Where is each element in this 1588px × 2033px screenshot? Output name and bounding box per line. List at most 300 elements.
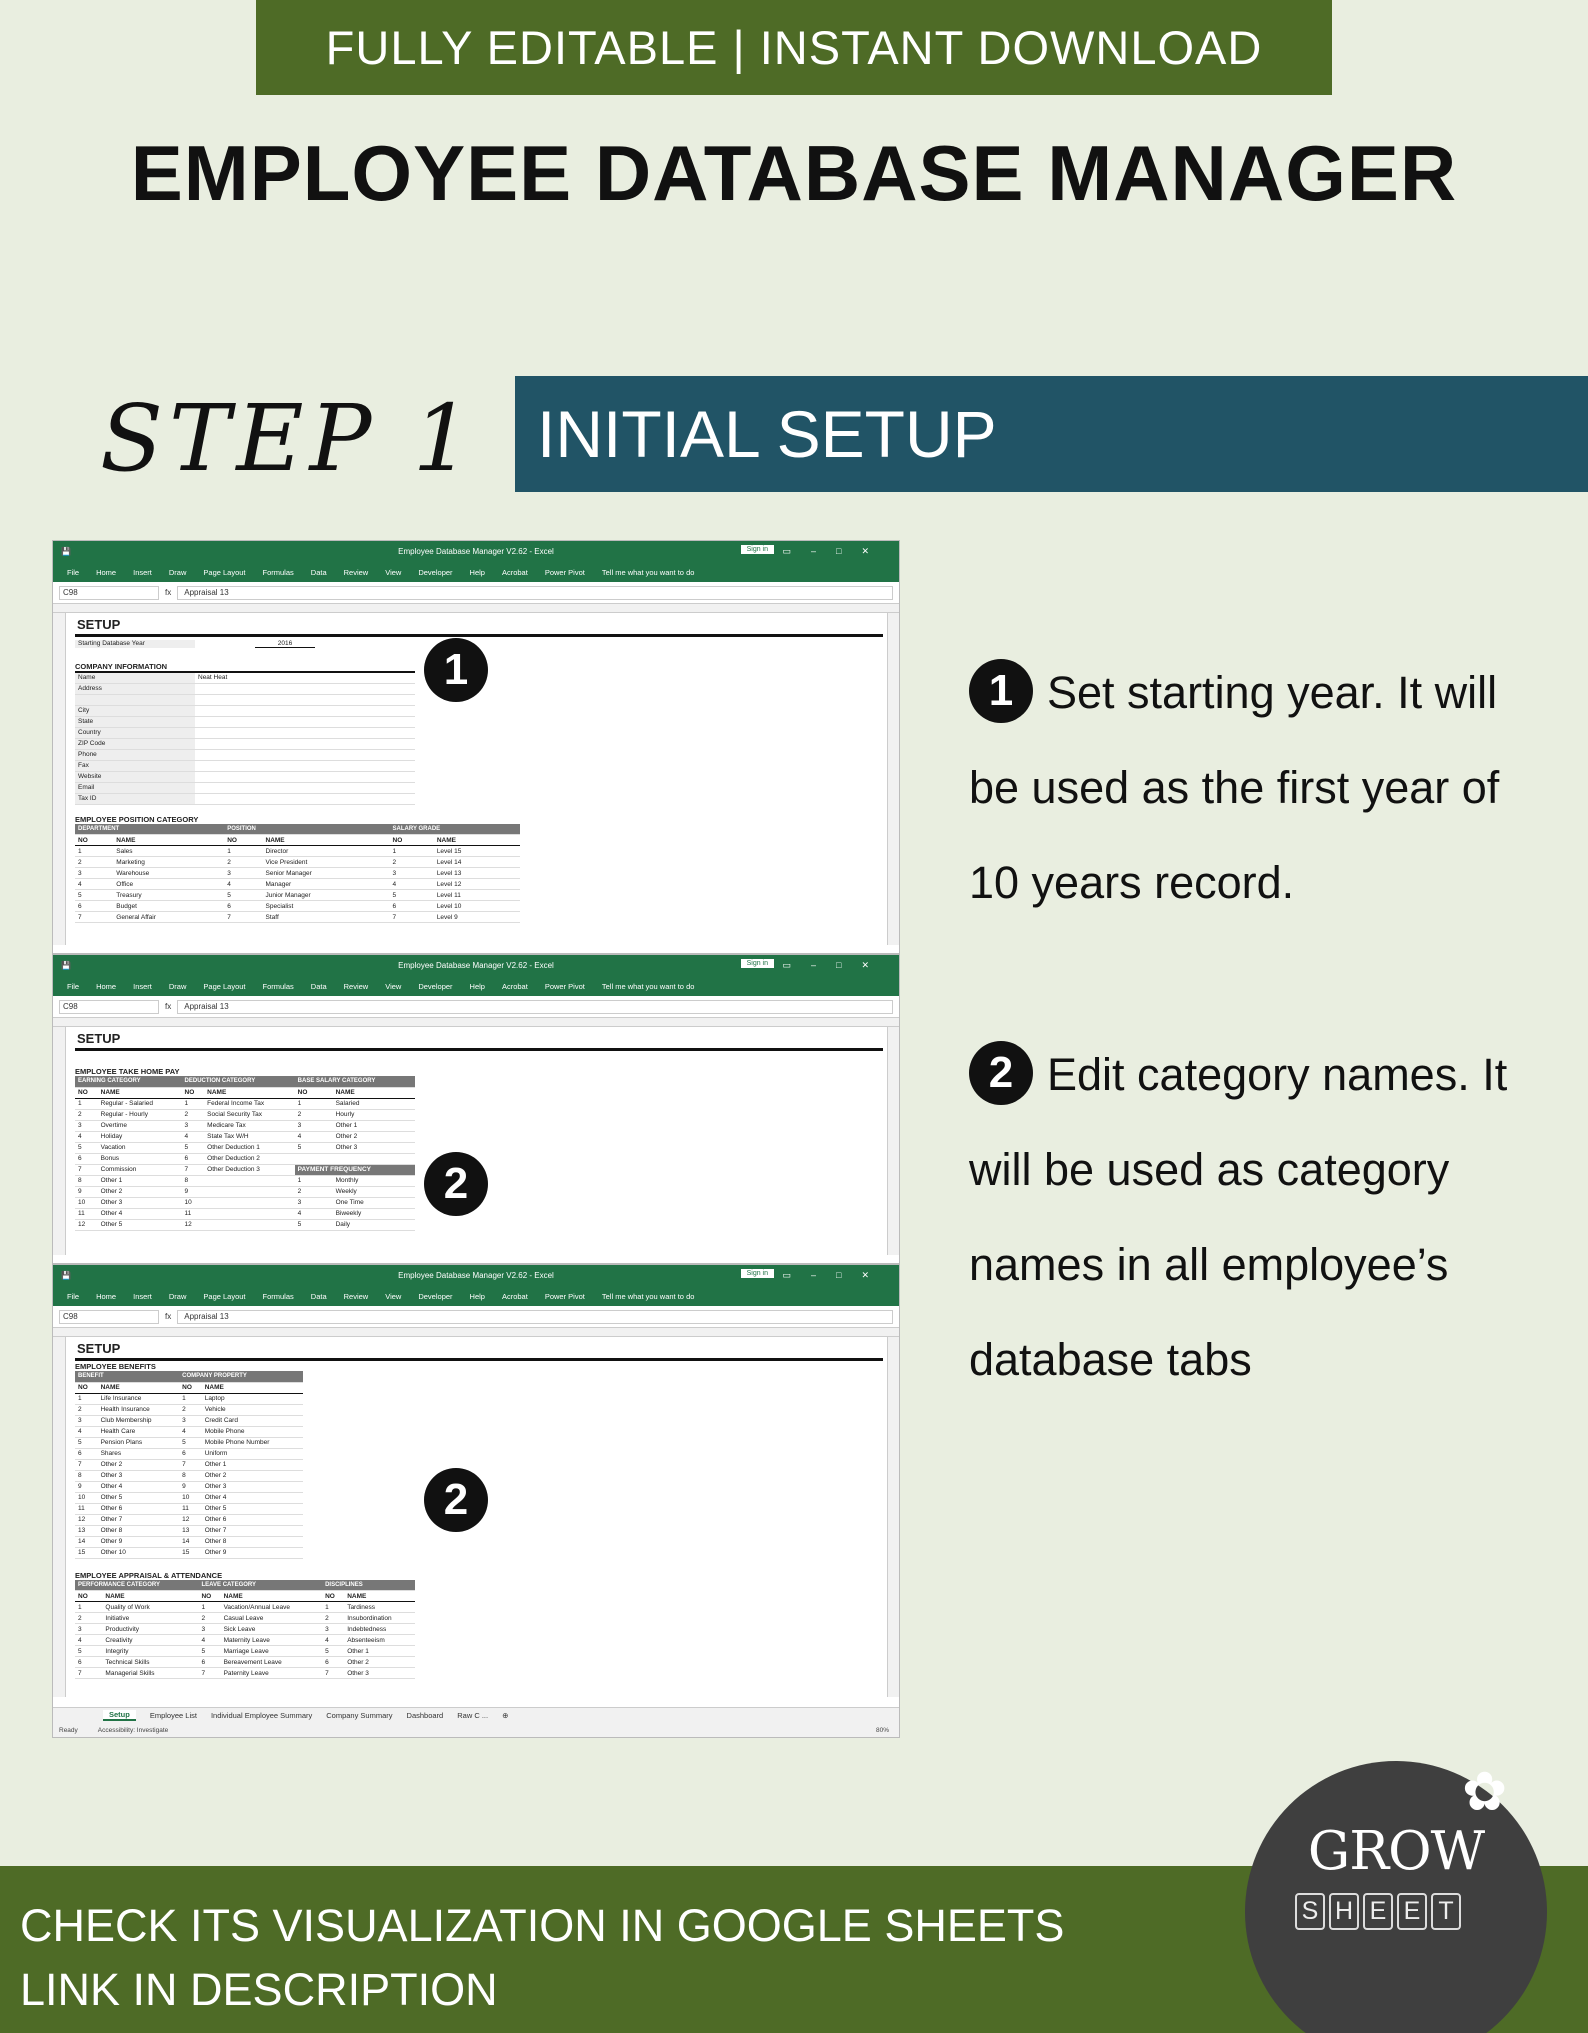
ribbon-tab-data[interactable]: Data	[310, 1291, 327, 1301]
step-number-badge: 2	[969, 1041, 1033, 1105]
category-name-cell[interactable]: Level 15	[434, 846, 520, 857]
category-name-cell[interactable]: Initiative	[102, 1613, 198, 1624]
window-controls[interactable]: ▭–□✕	[782, 960, 889, 970]
sheet-tab-company-summary[interactable]: Company Summary	[326, 1711, 393, 1720]
category-name-cell[interactable]: Marketing	[113, 857, 224, 868]
number-cell: 15	[75, 1547, 98, 1558]
field-input[interactable]	[195, 782, 415, 793]
column-header: LEAVE CATEGORY	[198, 1580, 322, 1591]
excel-screenshot-1	[52, 540, 900, 954]
category-name-cell[interactable]: One Time	[333, 1197, 415, 1208]
category-name-cell[interactable]: Bonus	[98, 1153, 182, 1164]
category-name-cell[interactable]: Other 3	[344, 1668, 415, 1679]
formula-bar	[53, 582, 899, 604]
category-name-cell[interactable]: Mobile Phone Number	[202, 1437, 303, 1448]
number-cell: 5	[295, 1142, 333, 1153]
ribbon-tab-review[interactable]: Review	[343, 981, 369, 991]
appraisal-heading: EMPLOYEE APPRAISAL & ATTENDANCE	[75, 1570, 223, 1580]
start-year-row	[75, 640, 885, 648]
start-year-label: Starting Database Year	[75, 640, 195, 648]
number-cell: 2	[179, 1404, 202, 1415]
number-cell: 13	[75, 1525, 98, 1536]
category-name-cell[interactable]: Regular - Hourly	[98, 1109, 182, 1120]
category-name-cell[interactable]: Daily	[333, 1219, 415, 1230]
category-name-cell[interactable]: Level 9	[434, 912, 520, 923]
ribbon-tab-acrobat[interactable]: Acrobat	[501, 1291, 528, 1301]
category-name-cell[interactable]: Other 1	[98, 1175, 182, 1186]
add-sheet-icon[interactable]: ⊕	[502, 1711, 509, 1720]
category-name-cell[interactable]: Level 11	[434, 890, 520, 901]
column-header: EARNING CATEGORY	[75, 1076, 182, 1087]
number-cell: 2	[75, 1109, 98, 1120]
name-header: NAME	[344, 1591, 415, 1602]
category-name-cell[interactable]: Other 8	[98, 1525, 180, 1536]
category-name-cell[interactable]: Other 2	[333, 1131, 415, 1142]
ribbon-tab-view[interactable]: View	[385, 1291, 402, 1301]
column-header: BASE SALARY CATEGORY	[295, 1076, 415, 1087]
category-name-cell[interactable]: Indebtedness	[344, 1624, 415, 1635]
formula-input[interactable]: Appraisal 13	[177, 1000, 893, 1014]
category-name-cell[interactable]: Shares	[98, 1448, 180, 1459]
number-cell: 7	[179, 1459, 202, 1470]
number-cell: 7	[224, 912, 262, 923]
number-cell: 3	[198, 1624, 220, 1635]
ribbon-tab-home[interactable]: Home	[96, 981, 117, 991]
ribbon-tab-draw[interactable]: Draw	[168, 567, 187, 577]
category-name-cell[interactable]: Other 4	[202, 1492, 303, 1503]
company-name-input[interactable]: Neat Heat	[195, 672, 415, 683]
category-name-cell[interactable]: Other 3	[202, 1481, 303, 1492]
category-name-cell[interactable]: Other 7	[202, 1525, 303, 1536]
sheet-tab-individual-summary[interactable]: Individual Employee Summary	[210, 1711, 313, 1720]
category-name-cell[interactable]: Salaried	[333, 1098, 415, 1109]
category-name-cell[interactable]: Regular - Salaried	[98, 1098, 182, 1109]
number-cell: 7	[322, 1668, 344, 1679]
flower-icon: ✿	[1462, 1762, 1508, 1822]
ribbon-tab-insert[interactable]: Insert	[133, 1291, 152, 1301]
category-name-cell[interactable]: Vacation	[98, 1142, 182, 1153]
vertical-scrollbar[interactable]	[887, 1337, 899, 1697]
category-name-cell[interactable]: Other 1	[344, 1646, 415, 1657]
number-cell: 1	[322, 1602, 344, 1613]
table-row	[75, 890, 520, 901]
ribbon-tab-developer[interactable]: Developer	[418, 1291, 453, 1301]
category-name-cell[interactable]: Other 7	[98, 1514, 180, 1525]
category-name-cell[interactable]: Quality of Work	[102, 1602, 198, 1613]
table-row	[75, 846, 520, 857]
number-cell: 9	[182, 1186, 205, 1197]
category-name-cell[interactable]: Other 1	[333, 1120, 415, 1131]
ribbon-tab-home[interactable]: Home	[96, 567, 117, 577]
sheet-tab-raw[interactable]: Raw C ...	[457, 1711, 489, 1720]
ribbon-tab-page-layout[interactable]: Page Layout	[203, 1291, 246, 1301]
name-header: NAME	[202, 1382, 303, 1393]
save-icon[interactable]: 💾	[61, 547, 71, 556]
ribbon-tab-help[interactable]: Help	[469, 567, 485, 577]
ribbon-tab-review[interactable]: Review	[343, 567, 369, 577]
category-name-cell[interactable]: Bereavement Leave	[221, 1657, 323, 1668]
category-name-cell[interactable]: Vice President	[263, 857, 390, 868]
ribbon-tab-formulas[interactable]: Formulas	[262, 981, 294, 991]
header-row	[75, 1076, 415, 1087]
window-controls[interactable]: ▭–□✕	[782, 1270, 889, 1280]
category-name-cell[interactable]: Other 6	[98, 1503, 180, 1514]
category-name-cell[interactable]: Pension Plans	[98, 1437, 180, 1448]
category-name-cell[interactable]: Other Deduction 1	[204, 1142, 295, 1153]
category-name-cell[interactable]: Other 5	[98, 1219, 182, 1230]
category-name-cell[interactable]: Integrity	[102, 1646, 198, 1657]
formula-input[interactable]: Appraisal 13	[177, 586, 893, 600]
ribbon-tab-developer[interactable]: Developer	[418, 981, 453, 991]
category-name-cell[interactable]: Junior Manager	[263, 890, 390, 901]
instruction-text: Set starting year. It will be used as the first year of 10 years record.	[969, 667, 1500, 908]
number-cell: 3	[75, 1415, 98, 1426]
take-home-pay-table	[75, 1076, 415, 1231]
category-name-cell[interactable]	[204, 1197, 295, 1208]
no-header: NO	[75, 835, 113, 846]
logo-letters	[1295, 1893, 1461, 1930]
category-name-cell[interactable]: Monthly	[333, 1175, 415, 1186]
table-row	[75, 1415, 303, 1426]
tell-me-search[interactable]: Tell me what you want to do	[601, 981, 695, 991]
category-name-cell[interactable]: Treasury	[113, 890, 224, 901]
save-icon[interactable]: 💾	[61, 961, 71, 970]
category-name-cell[interactable]: Medicare Tax	[204, 1120, 295, 1131]
field-label: Phone	[75, 749, 195, 760]
category-name-cell[interactable]: Specialist	[263, 901, 390, 912]
table-row	[75, 1186, 415, 1197]
category-name-cell[interactable]: Weekly	[333, 1186, 415, 1197]
number-cell: 1	[179, 1393, 202, 1404]
excel-title-bar	[53, 541, 899, 562]
no-header: NO	[75, 1087, 98, 1098]
number-cell: 7	[390, 912, 434, 923]
category-name-cell[interactable]: Other 2	[98, 1459, 180, 1470]
name-box[interactable]: C98	[59, 1000, 159, 1014]
number-cell: 3	[75, 1624, 102, 1635]
category-name-cell[interactable]: Other 5	[98, 1492, 180, 1503]
column-headers	[53, 604, 899, 613]
category-name-cell[interactable]: Technical Skills	[102, 1657, 198, 1668]
ribbon-tab-file[interactable]: File	[67, 1291, 80, 1301]
instruction-1	[969, 645, 1529, 930]
category-name-cell[interactable]: Vehicle	[202, 1404, 303, 1415]
name-header: NAME	[98, 1382, 180, 1393]
category-name-cell[interactable]: Other 9	[98, 1536, 180, 1547]
category-name-cell[interactable]: Other 10	[98, 1547, 180, 1558]
column-header: SALARY GRADE	[390, 824, 521, 835]
page-title: EMPLOYEE DATABASE MANAGER	[130, 129, 1458, 217]
category-name-cell[interactable]: Health Insurance	[98, 1404, 180, 1415]
row-numbers	[53, 1027, 66, 1255]
category-name-cell[interactable]: Office	[113, 879, 224, 890]
number-cell: 9	[75, 1481, 98, 1492]
category-name-cell[interactable]: Credit Card	[202, 1415, 303, 1426]
ribbon-tab-page-layout[interactable]: Page Layout	[203, 981, 246, 991]
number-cell: 13	[179, 1525, 202, 1536]
category-name-cell[interactable]: Warehouse	[113, 868, 224, 879]
field-input[interactable]	[195, 694, 415, 705]
window-title: Employee Database Manager V2.62 - Excel	[398, 547, 554, 556]
sheet-tab-dashboard[interactable]: Dashboard	[406, 1711, 444, 1720]
ribbon-tab-formulas[interactable]: Formulas	[262, 567, 294, 577]
category-name-cell[interactable]: Other 3	[98, 1197, 182, 1208]
sign-in-button[interactable]: Sign in	[741, 1269, 774, 1278]
category-name-cell[interactable]: Club Membership	[98, 1415, 180, 1426]
category-name-cell[interactable]: Life Insurance	[98, 1393, 180, 1404]
category-name-cell[interactable]: Level 13	[434, 868, 520, 879]
number-cell: 10	[75, 1492, 98, 1503]
sheet-tabs	[53, 1707, 899, 1723]
ribbon-tab-data[interactable]: Data	[310, 567, 327, 577]
logo-letter: S	[1295, 1893, 1325, 1930]
number-cell: 5	[322, 1646, 344, 1657]
number-cell: 1	[75, 1393, 98, 1404]
number-cell: 5	[179, 1437, 202, 1448]
number-cell: 4	[224, 879, 262, 890]
category-name-cell[interactable]: Other 3	[98, 1470, 180, 1481]
number-cell: 1	[182, 1098, 205, 1109]
number-cell: 7	[198, 1668, 220, 1679]
field-label	[75, 694, 195, 705]
top-banner: FULLY EDITABLE | INSTANT DOWNLOAD	[256, 0, 1332, 95]
fx-icon: fx	[165, 1312, 172, 1321]
ribbon-tab-acrobat[interactable]: Acrobat	[501, 981, 528, 991]
ribbon-tab-draw[interactable]: Draw	[168, 1291, 187, 1301]
table-row	[75, 1426, 303, 1437]
number-cell: 2	[390, 857, 434, 868]
field-input[interactable]	[195, 705, 415, 716]
number-cell: 12	[75, 1219, 98, 1230]
table-row	[75, 1492, 303, 1503]
logo-name: GROW	[1307, 1821, 1485, 1882]
category-name-cell[interactable]: Other 3	[333, 1142, 415, 1153]
field-input[interactable]	[195, 793, 415, 804]
ribbon-tab-acrobat[interactable]: Acrobat	[501, 567, 528, 577]
category-name-cell[interactable]: Other Deduction 3	[204, 1164, 295, 1175]
number-cell: 1	[390, 846, 434, 857]
ribbon-tab-review[interactable]: Review	[343, 1291, 369, 1301]
column-header: POSITION	[224, 824, 389, 835]
tell-me-search[interactable]: Tell me what you want to do	[601, 567, 695, 577]
category-name-cell[interactable]: Overtime	[98, 1120, 182, 1131]
field-input[interactable]	[195, 716, 415, 727]
category-name-cell[interactable]: Productivity	[102, 1624, 198, 1635]
category-name-cell[interactable]: Other 1	[202, 1459, 303, 1470]
category-name-cell[interactable]: Other 9	[202, 1547, 303, 1558]
category-name-cell[interactable]: Health Care	[98, 1426, 180, 1437]
number-cell: 2	[224, 857, 262, 868]
ribbon-tab-file[interactable]: File	[67, 981, 80, 991]
category-name-cell[interactable]: Level 10	[434, 901, 520, 912]
number-cell: 10	[179, 1492, 202, 1503]
row-numbers	[53, 613, 66, 945]
field-input[interactable]	[195, 760, 415, 771]
accessibility-status[interactable]: Accessibility: Investigate	[97, 1726, 169, 1734]
number-cell: 2	[295, 1109, 333, 1120]
tell-me-search[interactable]: Tell me what you want to do	[601, 1291, 695, 1301]
number-cell: 7	[75, 1164, 98, 1175]
footer-line-1: CHECK ITS VISUALIZATION IN GOOGLE SHEETS	[20, 1900, 1065, 1951]
category-name-cell[interactable]: Other 5	[202, 1503, 303, 1514]
category-name-cell[interactable]: Sales	[113, 846, 224, 857]
formula-input[interactable]: Appraisal 13	[177, 1310, 893, 1324]
category-name-cell[interactable]: Vacation/Annual Leave	[221, 1602, 323, 1613]
ribbon-tab-file[interactable]: File	[67, 567, 80, 577]
category-name-cell[interactable]: Level 12	[434, 879, 520, 890]
category-name-cell[interactable]	[204, 1186, 295, 1197]
category-name-cell[interactable]: Commission	[98, 1164, 182, 1175]
category-name-cell[interactable]: Marriage Leave	[221, 1646, 323, 1657]
ribbon-tab-help[interactable]: Help	[469, 981, 485, 991]
table-row	[75, 1503, 303, 1514]
category-name-cell[interactable]: Other Deduction 2	[204, 1153, 295, 1164]
category-name-cell[interactable]: Uniform	[202, 1448, 303, 1459]
ribbon-tab-view[interactable]: View	[385, 981, 402, 991]
ribbon-tab-data[interactable]: Data	[310, 981, 327, 991]
category-name-cell[interactable]: Other 4	[98, 1481, 180, 1492]
category-name-cell[interactable]: Other 2	[344, 1657, 415, 1668]
category-name-cell[interactable]: Other 2	[98, 1186, 182, 1197]
number-cell: 6	[75, 1657, 102, 1668]
zoom-level[interactable]: 80%	[875, 1726, 889, 1734]
setup-heading: INITIAL SETUP	[537, 397, 997, 471]
category-name-cell[interactable]: Other 2	[202, 1470, 303, 1481]
category-name-cell[interactable]: Paternity Leave	[221, 1668, 323, 1679]
ribbon-tab-insert[interactable]: Insert	[133, 567, 152, 577]
field-label: Name	[75, 672, 195, 683]
category-name-cell[interactable]: Federal Income Tax	[204, 1098, 295, 1109]
number-cell: 3	[75, 868, 113, 879]
category-name-cell[interactable]: Staff	[263, 912, 390, 923]
category-name-cell[interactable]: Absenteeism	[344, 1635, 415, 1646]
window-controls[interactable]: ▭–□✕	[782, 546, 889, 556]
table-row	[75, 1437, 303, 1448]
table-row	[75, 1164, 415, 1175]
category-name-cell[interactable]	[204, 1208, 295, 1219]
save-icon[interactable]: 💾	[61, 1271, 71, 1280]
number-cell: 9	[179, 1481, 202, 1492]
category-name-cell[interactable]: Biweekly	[333, 1208, 415, 1219]
number-cell: 6	[75, 1153, 98, 1164]
sheet-tab-setup[interactable]: Setup	[103, 1710, 136, 1721]
category-name-cell[interactable]: Holiday	[98, 1131, 182, 1142]
category-name-cell[interactable]: Other 6	[202, 1514, 303, 1525]
number-cell: 14	[75, 1536, 98, 1547]
number-cell: 5	[182, 1142, 205, 1153]
category-name-cell[interactable]: Senior Manager	[263, 868, 390, 879]
start-year-input[interactable]: 2016	[255, 640, 315, 648]
no-header: NO	[75, 1591, 102, 1602]
excel-screenshot-2	[52, 954, 900, 1264]
logo-letter: T	[1431, 1893, 1461, 1930]
category-name-cell[interactable]: Mobile Phone	[202, 1426, 303, 1437]
category-name-cell[interactable]: Level 14	[434, 857, 520, 868]
field-input[interactable]	[195, 771, 415, 782]
sign-in-button[interactable]: Sign in	[741, 545, 774, 554]
ribbon-tab-power-pivot[interactable]: Power Pivot	[544, 981, 585, 991]
category-name-cell[interactable]: Director	[263, 846, 390, 857]
no-header: NO	[198, 1591, 220, 1602]
table-row	[75, 1536, 303, 1547]
category-name-cell[interactable]: Creativity	[102, 1635, 198, 1646]
category-name-cell[interactable]: Casual Leave	[221, 1613, 323, 1624]
excel-ribbon	[53, 1286, 899, 1306]
category-name-cell[interactable]: Budget	[113, 901, 224, 912]
category-name-cell[interactable]: Other 8	[202, 1536, 303, 1547]
category-name-cell[interactable]: Social Security Tax	[204, 1109, 295, 1120]
ribbon-tab-view[interactable]: View	[385, 567, 402, 577]
table-row	[75, 1142, 415, 1153]
vertical-scrollbar[interactable]	[887, 613, 899, 945]
field-label: ZIP Code	[75, 738, 195, 749]
number-cell: 1	[75, 846, 113, 857]
field-input[interactable]	[195, 749, 415, 760]
ribbon-tab-developer[interactable]: Developer	[418, 567, 453, 577]
ribbon-tab-help[interactable]: Help	[469, 1291, 485, 1301]
ribbon-tab-page-layout[interactable]: Page Layout	[203, 567, 246, 577]
number-cell: 5	[75, 1437, 98, 1448]
excel-title-bar	[53, 1265, 899, 1286]
category-name-cell[interactable]	[204, 1175, 295, 1186]
category-name-cell[interactable]: Other 4	[98, 1208, 182, 1219]
category-name-cell[interactable]	[333, 1153, 415, 1164]
number-cell: 5	[75, 890, 113, 901]
table-row	[75, 1525, 303, 1536]
sheet-tab-employee-list[interactable]: Employee List	[149, 1711, 197, 1720]
ribbon-tab-home[interactable]: Home	[96, 1291, 117, 1301]
number-cell: 8	[179, 1470, 202, 1481]
table-row	[75, 1098, 415, 1109]
number-cell: 1	[198, 1602, 220, 1613]
ribbon-tab-insert[interactable]: Insert	[133, 981, 152, 991]
ribbon-tab-power-pivot[interactable]: Power Pivot	[544, 567, 585, 577]
category-name-cell[interactable]: State Tax W/H	[204, 1131, 295, 1142]
category-name-cell[interactable]	[204, 1219, 295, 1230]
ribbon-tab-formulas[interactable]: Formulas	[262, 1291, 294, 1301]
category-name-cell[interactable]: Laptop	[202, 1393, 303, 1404]
category-name-cell[interactable]: Insubordination	[344, 1613, 415, 1624]
table-row	[75, 1448, 303, 1459]
category-name-cell[interactable]: Managerial Skills	[102, 1668, 198, 1679]
number-cell: 4	[198, 1635, 220, 1646]
sign-in-button[interactable]: Sign in	[741, 959, 774, 968]
table-row	[75, 1470, 303, 1481]
name-box[interactable]: C98	[59, 586, 159, 600]
ribbon-tab-draw[interactable]: Draw	[168, 981, 187, 991]
ribbon-tab-power-pivot[interactable]: Power Pivot	[544, 1291, 585, 1301]
category-name-cell[interactable]: Sick Leave	[221, 1624, 323, 1635]
name-header: NAME	[113, 835, 224, 846]
name-box[interactable]: C98	[59, 1310, 159, 1324]
table-row	[75, 1668, 415, 1679]
table-row	[75, 1646, 415, 1657]
name-header: NAME	[204, 1087, 295, 1098]
category-name-cell[interactable]: Hourly	[333, 1109, 415, 1120]
header-row	[75, 1580, 415, 1591]
field-input[interactable]	[195, 727, 415, 738]
field-input[interactable]	[195, 738, 415, 749]
category-name-cell[interactable]: General Affair	[113, 912, 224, 923]
number-cell: 3	[295, 1120, 333, 1131]
vertical-scrollbar[interactable]	[887, 1027, 899, 1255]
category-name-cell[interactable]: Manager	[263, 879, 390, 890]
number-cell: 5	[390, 890, 434, 901]
field-input[interactable]	[195, 683, 415, 694]
table-row	[75, 1514, 303, 1525]
category-name-cell[interactable]: Tardiness	[344, 1602, 415, 1613]
category-name-cell[interactable]: Maternity Leave	[221, 1635, 323, 1646]
